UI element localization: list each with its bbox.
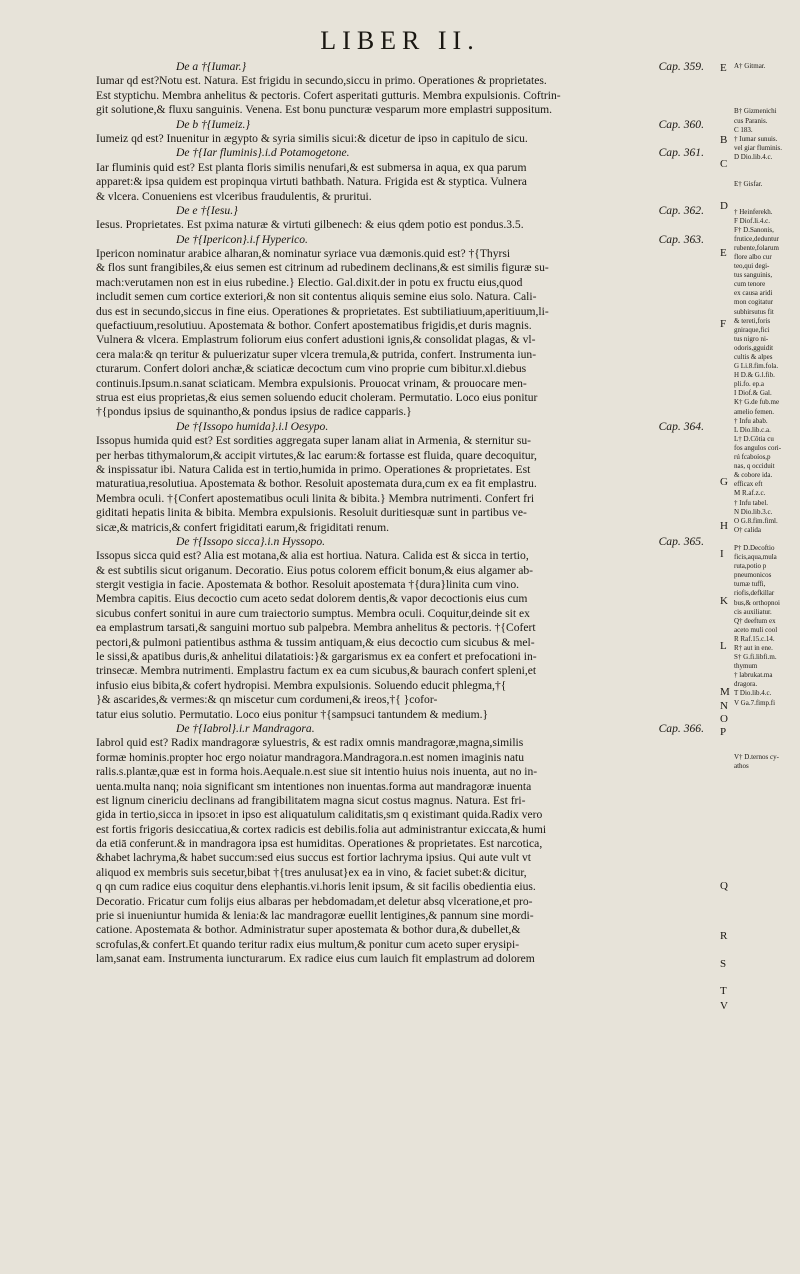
side-note bbox=[734, 708, 796, 717]
side-note: pneumonicos bbox=[734, 571, 772, 580]
side-note: turnæ tuffi, bbox=[734, 580, 766, 589]
text-line: continuis.Ipsum.n.sanat sciaticam. Membra expulsionis. Prouocat vrinam, & prouocare men- bbox=[96, 376, 527, 390]
text-line: includit semen cum cortice exteriori,& non sit contentus aliquis semine eius solo. Natura. Cali- bbox=[96, 290, 537, 304]
side-note: cultis & alpes bbox=[734, 353, 773, 361]
text-line: prie si inueniuntur humida & lenia:& lac mandragoræ euellit lentigines,& pannum sine mordi- bbox=[96, 909, 534, 923]
side-note: pli.fo. ep.a bbox=[734, 380, 764, 389]
side-note: F Diof.li.4.c. bbox=[734, 216, 770, 225]
text-line: sicæ,& matricis,& confert frigiditati earum,& frigiditati renum. bbox=[96, 520, 389, 534]
text-line: git solutione,& fluxu sanguinis. Venena. Est bonu puncturæ vesparum more emplastri suppositum. bbox=[96, 103, 553, 117]
text-line: & flos sunt frangibiles,& eius semen est citrinum ad rubedinem declinans,& est similis figuræ su- bbox=[96, 261, 549, 275]
side-note: frutice,deduntur bbox=[734, 234, 779, 243]
margin-letter: I bbox=[720, 548, 724, 560]
margin-letter: T bbox=[720, 985, 727, 997]
text-line: giditati hepatis linita & bibita. Membra expulsionis. Resoluit duritiesquæ sunt in partibus ve- bbox=[96, 506, 527, 520]
chapter-number: Cap. 360. bbox=[658, 117, 704, 131]
text-line: uenta.multa nanq; noia significant sm intentiones non inuentas.forma aut mandragoræ inuenta bbox=[96, 779, 532, 793]
side-note bbox=[734, 535, 796, 544]
text-line: tatur eius solutio. Permutatio. Loco eius ponitur †{sampsuci tantundem & medium.} bbox=[96, 707, 489, 721]
chapter-number: Cap. 365. bbox=[658, 534, 704, 548]
text-line: Decoratio. Fricatur cum folijs eius albaras per hebdomadam,et deletur absq vlceratione,et pro- bbox=[96, 894, 533, 908]
entry-title: De b †{Iumeiz.} bbox=[176, 117, 250, 131]
side-note: O† calida bbox=[734, 525, 762, 534]
side-note bbox=[734, 744, 796, 753]
side-note: S† G.fi.libfi.m. bbox=[734, 653, 777, 662]
side-note bbox=[734, 726, 796, 735]
text-line: & inspissatur ibi. Natura Calida est in tertio,humida in primo. Operationes & proprietates. Est bbox=[96, 462, 531, 476]
text-line: est lignum cinericiu declinans ad frangibilitatem magna sicut costus magnus. Natura. Est fri- bbox=[96, 793, 526, 807]
text-line: scrofulas,& confert.Et quando teritur radix eius multum,& ponitur cum aceto super erysipi- bbox=[96, 937, 520, 951]
margin-letter: P bbox=[720, 726, 727, 738]
entry-title: De †{Iar fluminis}.i.d Potamogetone. bbox=[176, 146, 350, 160]
side-note: O G.8.fim.fiml. bbox=[734, 516, 778, 525]
text-line: da etiā conferunt.& in mandragora ipsa est humiditas. Operationes & proprietates. Est narcotica, bbox=[96, 837, 543, 851]
side-note: thymum bbox=[734, 662, 758, 671]
text-line: aliquod ex membris suis secetur,bibat †{tres anulusat}ex ea in vino, & faciet subet:& dicitur, bbox=[96, 865, 527, 879]
text-line: gida in tertio,sicca in ipso:et in ipso est aliquatulum caliditatis,sm q existimant quida.Radix vero bbox=[96, 808, 543, 822]
side-note: cus Paranis. bbox=[734, 116, 768, 125]
side-note: D Dio.lib.4.c. bbox=[734, 152, 773, 161]
side-note: L† D.Côtia cu bbox=[734, 434, 774, 443]
side-note: gniraque,fici bbox=[734, 325, 770, 334]
text-line: Membra oculi. †{Confert apostematibus oculi linita & bibita.} Membra nutrimenti. Confert fri bbox=[96, 491, 535, 505]
margin-letter: C bbox=[720, 158, 728, 170]
entry-heading bbox=[96, 204, 720, 218]
side-note: mon cogitatur bbox=[734, 298, 774, 307]
text-line: catione. Apostemata & bothor. Administratur super apostemata & bothor dura,& dubellet,& bbox=[96, 923, 521, 937]
text-line: est fortis frigoris desiccatiua,& cortex radicis est debilis.folia aut administrantur exiccata,& humi bbox=[96, 822, 547, 836]
text-line: sicubus confert sonitui in aure cum traiectorio sumptus. Membra oculi. Coquitur,deinde sit ex bbox=[96, 606, 530, 620]
entry-heading bbox=[96, 535, 720, 549]
margin-letter: R bbox=[720, 930, 728, 942]
text-line: apparet:& ipsa quidem est propinqua virtuti bathbath. Natura. Frigida est & styptica. Vulnera bbox=[96, 175, 527, 189]
text-line: †{pondus ipsius de squinantho,& pondus ipsius de radice capparis.} bbox=[96, 405, 412, 419]
side-note: odoris,gguidit bbox=[734, 343, 774, 352]
side-note: F† D.Sanonis, bbox=[734, 225, 774, 234]
text-line: le sissi,& apatibus duris,& anhelitui dilatatiois:}& gargarismus ex ea confert et prefocationi in- bbox=[96, 650, 537, 664]
text-line: Iar fluminis quid est? Est planta floris similis nenufari,& est submersa in aqua, ex qua parum bbox=[96, 160, 527, 174]
entry-heading bbox=[96, 146, 720, 160]
text-line: Iumar qd est?Notu est. Natura. Est frigidu in secundo,siccu in primo. Operationes & proprietates. bbox=[96, 74, 547, 88]
side-note: B† Gizmenichi bbox=[734, 107, 777, 116]
entry-title: De a †{Iumar.} bbox=[176, 60, 247, 73]
text-line: Membra capitis. Eius decoctio cum aceto sedat dolorem dentis,& vapor decoctionis eius cum bbox=[96, 592, 528, 606]
text-line: & vlcera. Conueniens est vlceribus fraudulentis, & pruritui. bbox=[96, 189, 372, 203]
entry-heading bbox=[96, 722, 720, 736]
side-note: † Infu abab. bbox=[734, 416, 768, 425]
entry-title: De †{Ipericon}.i.f Hyperico. bbox=[176, 232, 308, 246]
text-line: stergit vestigia in facie. Apostemata & bothor. Resoluit apostemata †{dura}linita cum vino. bbox=[96, 578, 520, 592]
side-note: riofis,defkillar bbox=[734, 589, 775, 598]
text-line: q qn cum radice eius coquitur dens elephantis.vi.horis lenit ipsum, & sit facilis obedientia eius. bbox=[96, 880, 536, 894]
text-line: Ipericon nominatur arabice alharan,& nominatur syriace vua dæmonis.quid est? †{Thyrsi bbox=[96, 247, 511, 261]
text-line: ralis.s.plantæ,quæ est in forma hois.Aequale.n.est siue sit intentio huius nois inuenta, aut no in- bbox=[96, 765, 538, 779]
text-line: dus est in secundo,siccus in fine eius. Operationes & proprietates. Est subtiliatiuum,aperitiuum,li- bbox=[96, 304, 549, 318]
side-note: G Li.8.fim.fola. bbox=[734, 362, 779, 371]
side-note: dragora. bbox=[734, 680, 758, 689]
side-note: M R.af.z.c. bbox=[734, 489, 766, 498]
side-note: fos angulos cori- bbox=[734, 443, 782, 452]
chapter-number: Cap. 362. bbox=[658, 203, 704, 217]
side-note bbox=[734, 171, 796, 180]
text-line: per herbas tithymalorum,& accipit virtutes,& lac earum:& fortasse est fluida, quare decoquitur, bbox=[96, 448, 537, 462]
side-note bbox=[734, 80, 796, 89]
side-note: A† Gitmar. bbox=[734, 62, 766, 70]
side-note: cum tenore bbox=[734, 280, 766, 289]
entry-heading bbox=[96, 233, 720, 247]
side-note bbox=[734, 198, 796, 207]
side-note bbox=[734, 735, 796, 744]
text-line: Iumeiz qd est? Inuenitur in ægypto & syria similis sicui:& dicetur de ipso in capitulo de sicu. bbox=[96, 131, 528, 145]
margin-letter: O bbox=[720, 713, 728, 725]
entry-heading bbox=[96, 60, 720, 74]
text-line: ea emplastrum tarsati,& sanguini mortuo sub palpebra. Membra anhelitus & pectoris. †{Cofert bbox=[96, 621, 536, 635]
side-note: & cobore ida. bbox=[734, 471, 773, 480]
margin-letter: H bbox=[720, 520, 728, 532]
side-note: † Infu tabel. bbox=[734, 498, 769, 507]
margin-letter: K bbox=[720, 595, 728, 607]
side-note: aceto muli cool bbox=[734, 625, 778, 634]
entry-heading bbox=[96, 420, 720, 434]
text-line: infusio eius bibita,& cofert hydropisi. Membra expulsionis. Soluendo educit phlegma,†{ bbox=[96, 678, 507, 692]
chapter-number: Cap. 363. bbox=[658, 232, 704, 246]
side-note bbox=[734, 162, 796, 171]
side-note: teo,qui degi- bbox=[734, 262, 770, 271]
entry-title: De e †{Iesu.} bbox=[176, 203, 238, 217]
text-line: Iesus. Proprietates. Est pxima naturæ & virtuti gilbenech: & eius qdem potio est pondus.3.5. bbox=[96, 218, 524, 232]
text-line: & est subtilis sicut origanum. Decoratio. Eius potus colorem efficit bonum,& eius algamer ab- bbox=[96, 563, 534, 577]
side-note: bus,& orthopnoi bbox=[734, 598, 780, 607]
text-line: formæ hominis.propter hoc ergo noiatur mandragora.Mandragora.n.est nomen imaginis natu bbox=[96, 750, 525, 764]
side-note: flore albo cur bbox=[734, 252, 772, 261]
text-line: lam,sanat eam. Instrumenta iuncturarum. Ex radice eius cum lauich fit emplastrum ad dolorem bbox=[96, 952, 535, 966]
side-note: R† aut in ene. bbox=[734, 644, 773, 652]
text-line: trinsecæ. Membra nutrimenti. Emplastru factum ex ea cum sicubus,& baurach confert spleni,et bbox=[96, 664, 537, 678]
margin-letter: D bbox=[720, 200, 728, 212]
side-notes bbox=[734, 62, 796, 771]
text-line: strua est eius proprietas,& eius semen soluendo educit choleram. Permutatio. Loco eius ponitur bbox=[96, 390, 538, 404]
text-line: Issopus humida quid est? Est sordities aggregata super lanam aliat in Armenia, & sternitur su- bbox=[96, 434, 531, 448]
text-line: quefactiuum,resolutiuu. Apostemata & bothor. Confert apostematibus frigidis,et duris magnis. bbox=[96, 319, 532, 333]
side-note: Q† deeftum ex bbox=[734, 616, 776, 625]
side-note: V Ga.7.fimp.fi bbox=[734, 698, 776, 707]
side-note: R Raf.15.c.14. bbox=[734, 634, 775, 643]
side-note: E† Gisfar. bbox=[734, 180, 763, 189]
side-note bbox=[734, 98, 796, 107]
running-header: LIBER II. bbox=[320, 26, 480, 55]
text-line: Vulnera & vlcera. Emplastrum foliorum eius confert adustioni ignis,& consolidat plagas, & vl- bbox=[96, 333, 536, 347]
side-note: † Heinferekh. bbox=[734, 207, 773, 216]
margin-letter: M bbox=[720, 686, 730, 698]
text-line: Issopus sicca quid est? Alia est motana,& alia est hortiua. Natura. Calida est & sicca in tertio, bbox=[96, 549, 529, 563]
chapter-number: Cap. 361. bbox=[658, 146, 704, 160]
margin-letter: S bbox=[720, 958, 727, 970]
main-text bbox=[96, 60, 720, 967]
text-line: mach:verutamen non est in eius rubedine.} Electio. Gal.dixit.der in potu ex fructu eius,quod bbox=[96, 275, 523, 289]
side-note: N Dio.lib.3.c. bbox=[734, 507, 773, 516]
side-note: ficis,aqua,mula bbox=[734, 553, 777, 562]
margin-letter: F bbox=[720, 318, 727, 330]
text-line: cera mala:& qn teritur & puluerizatur super vlcera tremula,& putrida, confert. Instrumenta iun- bbox=[96, 347, 537, 361]
side-note: ruta,potio p bbox=[734, 562, 767, 571]
side-note: H D.& G.l.fib. bbox=[734, 371, 775, 380]
side-note: T Dio.lib.4.c. bbox=[734, 689, 772, 698]
side-note: subhirsutus fit bbox=[734, 307, 774, 316]
side-note: cis auxiliatur. bbox=[734, 607, 772, 616]
side-note: vel giar fluminis. bbox=[734, 143, 783, 152]
side-note: efficax eft bbox=[734, 480, 763, 489]
side-note: & tereti,foris bbox=[734, 316, 771, 325]
side-note bbox=[734, 717, 796, 726]
chapter-number: Cap. 364. bbox=[658, 419, 704, 433]
text-line: Est styptichu. Membra anhelitus & pectoris. Cofert asperitati gutturis. Membra expulsionis. Coftrin- bbox=[96, 88, 561, 102]
entry-title: De †{Issopo sicca}.i.n Hyssopo. bbox=[176, 534, 326, 548]
side-note: L Dio.lib.c.a. bbox=[734, 425, 771, 434]
side-note: V† D.ternos cy- bbox=[734, 753, 779, 762]
entry-title: De †{Iabrol}.i.r Mandragora. bbox=[176, 721, 315, 735]
side-note: P† D.Decoftio bbox=[734, 543, 775, 552]
side-note bbox=[734, 89, 796, 98]
side-note: amelio femen. bbox=[734, 407, 775, 416]
margin-letter: E bbox=[720, 247, 727, 259]
text-line: &habet lachryma,& habet succum:sed eius succus est fortior lachryma ipsius. Qui aute vult vt bbox=[96, 851, 531, 865]
text-line: cturarum. Confert dolori anchæ,& sciaticæ decoctum cum vino proprie cum bibitur.xl.diebus bbox=[96, 362, 527, 376]
chapter-number: Cap. 359. bbox=[658, 60, 704, 73]
margin-letter: E bbox=[720, 62, 727, 74]
text-line: maturatiua,resolutiua. Apostemata & bothor. Resoluit apostemata dura,cum ex ea fit emplastru. bbox=[96, 477, 537, 491]
text-line: }& ascarides,& vermes:& qn miscetur cum cordumeni,& ireos,†{ }cofor- bbox=[96, 693, 438, 707]
text-line: Iabrol quid est? Radix mandragoræ syluestris, & est radix omnis mandragoræ,magna,similis bbox=[96, 736, 524, 750]
side-note: † labrukat.ma bbox=[734, 671, 773, 680]
side-note: athos bbox=[734, 762, 749, 771]
side-note: † Iumar sunuis. bbox=[734, 134, 778, 143]
side-note: nas, q occiduit bbox=[734, 462, 775, 471]
side-note bbox=[734, 71, 796, 80]
side-note: C 183. bbox=[734, 125, 753, 134]
side-note: ex causa aridi bbox=[734, 289, 773, 298]
side-note: tus nigro ni- bbox=[734, 334, 769, 343]
entry-heading bbox=[96, 118, 720, 132]
text-line: pectori,& pulmoni patientibus asthma & tussim antiquam,& eius decoctio cum sicubus & mel- bbox=[96, 635, 535, 649]
margin-letter: Q bbox=[720, 880, 728, 892]
margin-letter: N bbox=[720, 700, 728, 712]
chapter-number: Cap. 366. bbox=[658, 721, 704, 735]
entry-title: De †{Issopo humida}.i.l Oesypo. bbox=[176, 419, 329, 433]
side-note: rubente,folarum bbox=[734, 243, 779, 252]
side-note: tus sanguinis, bbox=[734, 271, 773, 280]
margin-letter: V bbox=[720, 1000, 728, 1012]
side-note: rú fcaboíos,p bbox=[734, 453, 771, 462]
side-note: K† G.de fub.me bbox=[734, 398, 780, 407]
side-note bbox=[734, 189, 796, 198]
margin-letter: L bbox=[720, 640, 727, 652]
margin-letter: G bbox=[720, 476, 728, 488]
side-note: I Diof.& Gal. bbox=[734, 389, 772, 398]
margin-letter: B bbox=[720, 134, 728, 146]
